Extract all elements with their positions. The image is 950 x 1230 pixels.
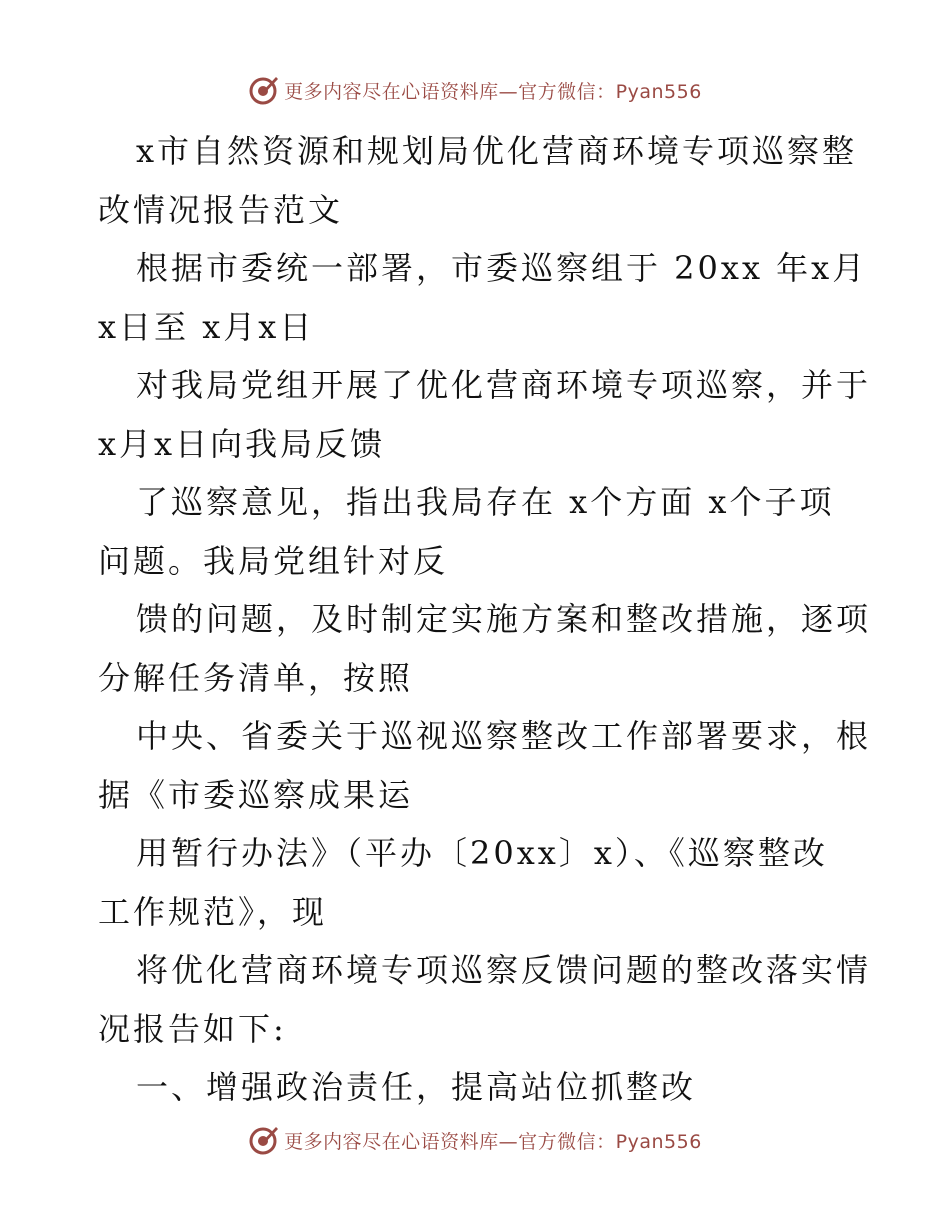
paragraph-line: 工作规范》，现 — [98, 892, 328, 931]
banner-text: 更多内容尽在心语资料库—官方微信：Pyan556 — [284, 80, 702, 103]
paragraph-line: 况报告如下: — [98, 1009, 287, 1048]
paragraph-line: 一、增强政治责任，提高站位抓整改 — [136, 1068, 697, 1106]
document-body — [98, 122, 872, 1117]
paragraph-line: 分解任务清单，按照 — [98, 658, 414, 697]
paragraph-line: x市自然资源和规划局优化营商环境专项巡察整 — [136, 132, 858, 170]
banner-text: 更多内容尽在心语资料库—官方微信：Pyan556 — [284, 1130, 702, 1153]
footer-banner — [0, 1120, 950, 1160]
paragraph-line: 问题。我局党组针对反 — [98, 541, 449, 580]
paragraph-line: 改情况报告范文 — [98, 190, 344, 229]
paragraph-line: 将优化营商环境专项巡察反馈问题的整改落实情 — [136, 951, 872, 989]
paragraph-line: 对我局党组开展了优化营商环境专项巡察，并于 — [136, 366, 872, 404]
paragraph-line: 了巡察意见，指出我局存在 x个方面 x个子项 — [136, 483, 835, 521]
paragraph-line: x月x日向我局反馈 — [98, 424, 386, 463]
header-banner — [0, 70, 950, 110]
paragraph-line: 用暂行办法》（平办〔20xx〕x）、《巡察整改 — [136, 834, 828, 872]
paragraph-line: 中央、省委关于巡视巡察整改工作部署要求，根 — [136, 717, 872, 755]
paragraph-line: 根据市委统一部署，市委巡察组于 20xx 年x月 — [136, 249, 868, 287]
paragraph-line: x日至 x月x日 — [98, 307, 315, 346]
quill-seal-icon — [248, 1124, 280, 1156]
paragraph-line: 据《市委巡察成果运 — [98, 775, 414, 814]
quill-seal-icon — [248, 74, 280, 106]
paragraph-line: 馈的问题，及时制定实施方案和整改措施，逐项 — [136, 600, 872, 638]
